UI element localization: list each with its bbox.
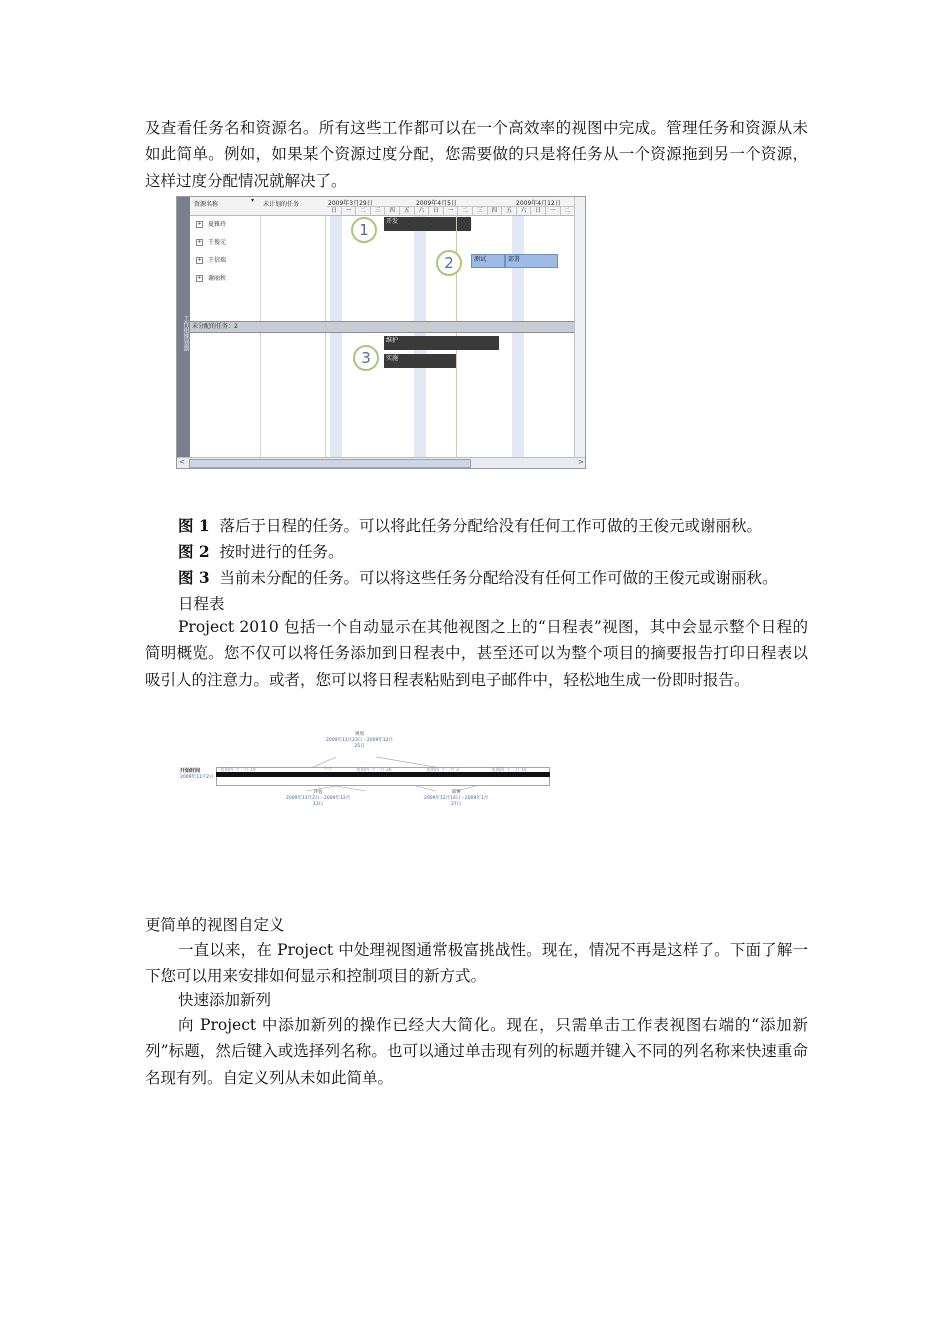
timeline-tick: 星期四 十二月 3: [426, 768, 459, 773]
day-cell: 一: [342, 207, 357, 215]
resource-name-header[interactable]: 资源名称: [194, 201, 219, 208]
resource-row[interactable]: [196, 273, 226, 282]
day-cell: 一: [546, 207, 561, 215]
chevron-down-icon[interactable]: ▾: [251, 197, 255, 204]
task-bar-implementation[interactable]: 实施: [384, 354, 456, 368]
timeline-tick: 星期四 十一月 26: [356, 768, 392, 773]
timeline-tick: 星期四 十一月 19: [220, 768, 256, 773]
weekend-shade: [330, 333, 342, 459]
team-planner-figure: [176, 196, 586, 469]
task-bar-late[interactable]: 开发: [384, 217, 471, 231]
caption-2: 图 2 按时进行的任务。: [178, 542, 344, 561]
resource-name: 王俊元: [208, 239, 227, 246]
day-cell: 六: [415, 207, 430, 215]
resource-name: 谢丽秋: [208, 275, 227, 282]
resource-name: 王信瑞: [208, 257, 227, 264]
day-cell: 二: [356, 207, 371, 215]
scroll-left-icon[interactable]: <: [179, 458, 185, 466]
weekend-shade: [414, 333, 426, 459]
week-label: 2009年4月5日: [416, 200, 457, 207]
day-cell: 五: [502, 207, 517, 215]
timeline-callout-top: 规划 2009年11月23日 - 2009年12月 25日: [326, 732, 394, 749]
scroll-thumb[interactable]: [189, 459, 471, 468]
callout-marker: 1: [351, 217, 377, 243]
timeline-start-label: 开始时间: [180, 768, 201, 774]
timeline-start-date: 2009年11月2日: [180, 775, 214, 780]
col-rule: [190, 333, 261, 459]
day-cell: 四: [385, 207, 400, 215]
scroll-right-icon[interactable]: >: [578, 458, 584, 466]
side-label: 工作组规划器: [182, 315, 189, 351]
day-cell: 三: [473, 207, 488, 215]
day-cell: 三: [371, 207, 386, 215]
unassigned-divider[interactable]: 未分配的任务：2: [190, 321, 575, 333]
day-cell: 日: [327, 207, 342, 215]
timeline-callout-bottom-1: 评估 2009年11月2日 - 2009年12月 13日: [286, 790, 351, 807]
callout-marker: 2: [436, 250, 462, 276]
day-cell: 五: [400, 207, 415, 215]
grid-header: [190, 197, 575, 216]
caption-1: 图 1 落后于日程的任务。可以将此任务分配给没有任何工作可做的王俊元或谢丽秋。: [178, 516, 763, 535]
expand-icon[interactable]: +: [197, 275, 202, 281]
paragraph-timeline: Project 2010 包括一个自动显示在其他视图之上的“日程表”视图，其中会显示整个日程的简明概览。您不仅可以将任务添加到日程表中，甚至还可以为整个项目的摘要报告打印日程表以吸引人的注意力。或者，您可以将日程表粘贴到电子邮件中，轻松地生成一份即时报告。: [145, 618, 808, 689]
expand-icon[interactable]: +: [197, 239, 202, 245]
day-cell: 二: [458, 207, 473, 215]
heading-timeline: 日程表: [178, 595, 225, 613]
resource-name: 夏雅玲: [208, 221, 227, 228]
day-row: [327, 206, 575, 216]
day-cell: 一: [444, 207, 459, 215]
callout-marker: 3: [353, 345, 379, 371]
task-bar-test[interactable]: 测试: [471, 254, 505, 268]
day-cell: 二: [561, 207, 576, 215]
unscheduled-header[interactable]: 未计划的任务: [263, 201, 300, 208]
timeline-today-marker: 今天: [323, 767, 332, 772]
paragraph-add-column: 向 Project 中添加新列的操作已经大大简化。现在，只需单击工作表视图右端的“添加新列”标题，然后键入或选择列名称。也可以通过单击现有列的标题并键入不同的列名称来快速重命名现有列。自定义列从未如此简单。: [145, 1016, 808, 1087]
resource-row[interactable]: [196, 219, 226, 228]
day-cell: 六: [517, 207, 532, 215]
day-cell: 日: [531, 207, 546, 215]
weekend-shade: [330, 215, 342, 321]
caption-3: 图 3 当前未分配的任务。可以将这些任务分配给没有任何工作可做的王俊元或谢丽秋。: [178, 568, 778, 587]
team-planner-grid: [190, 197, 575, 459]
intro-paragraph: 及查看任务名和资源名。所有这些工作都可以在一个高效率的视图中完成。管理任务和资源从未如此简单。例如，如果某个资源过度分配，您需要做的只是将任务从一个资源拖到另一个资源，这样过度分配情况就解决了。: [145, 119, 808, 190]
timeline-figure: [176, 730, 552, 812]
paragraph-customize: 一直以来，在 Project 中处理视图通常极富挑战性。现在，情况不再是这样了。下面了解一下您可以用来安排如何显示和控制项目的新方式。: [145, 941, 808, 986]
horizontal-scrollbar[interactable]: [177, 457, 586, 468]
week-label: 2009年3月29日: [328, 200, 373, 207]
task-bar-maintenance[interactable]: 维护: [384, 336, 499, 350]
resource-row[interactable]: [196, 255, 226, 264]
team-planner-side-tab: [177, 197, 190, 459]
weekend-shade: [512, 333, 524, 459]
week-label: 2009年4月12日: [516, 200, 561, 207]
weekend-shade: [512, 215, 524, 321]
heading-add-column: 快速添加新列: [178, 991, 272, 1009]
expand-icon[interactable]: +: [197, 257, 202, 263]
timeline-tick: 星期四 十二月 10: [491, 768, 527, 773]
col-rule: [260, 333, 326, 459]
day-cell: 日: [429, 207, 444, 215]
task-bar-deploy[interactable]: 部署: [505, 254, 558, 268]
timeline-callout-bottom-2: 部署 2009年12月14日 - 2009年1月 27日: [424, 790, 489, 807]
resource-row[interactable]: [196, 237, 226, 246]
heading-customize: 更简单的视图自定义: [145, 916, 285, 934]
vertical-scrollbar[interactable]: [574, 197, 585, 459]
expand-icon[interactable]: +: [197, 221, 202, 227]
day-cell: 四: [488, 207, 503, 215]
